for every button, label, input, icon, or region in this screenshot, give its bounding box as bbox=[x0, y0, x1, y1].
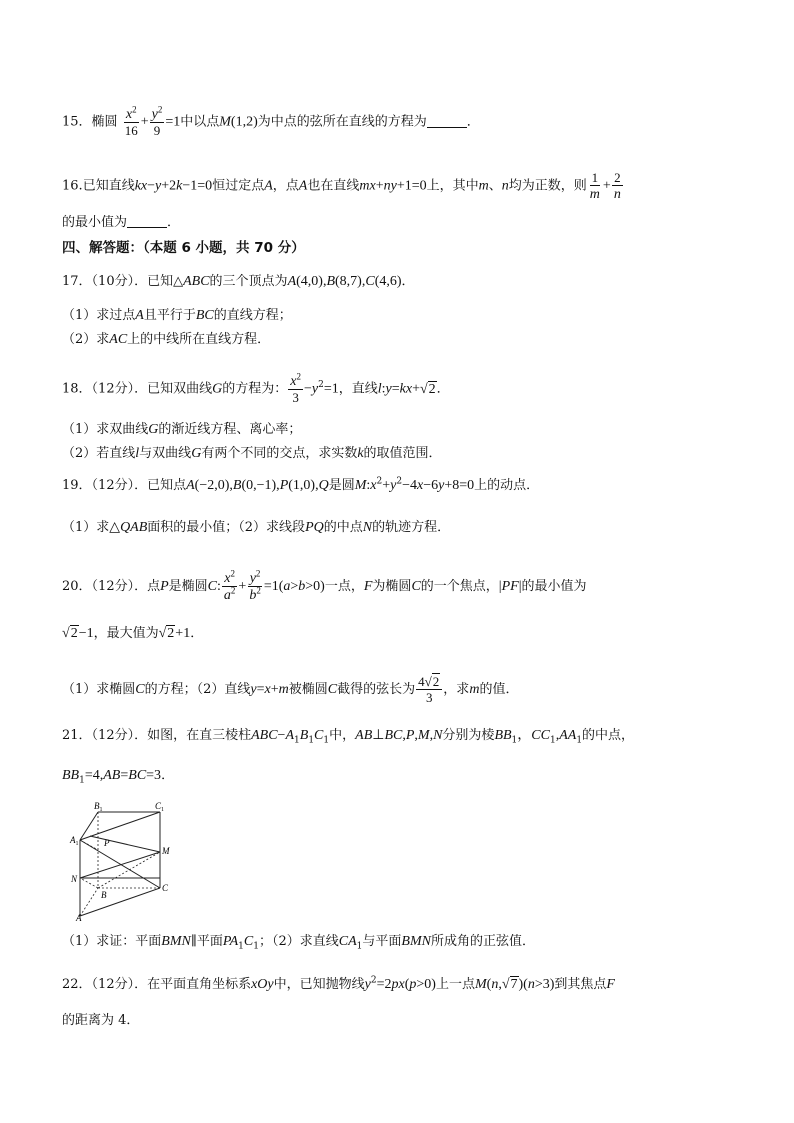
question-18: 18．（12分）．已知双曲线G的方程为： $\frac{x^2}{3}$ $-y^2=1$，直线l:y=kx+√2． bbox=[62, 371, 450, 405]
label-C: C bbox=[162, 883, 169, 893]
label-B1: $B_1$ bbox=[94, 801, 103, 813]
question-22: 22．（12分）．在平面直角坐标系xOy中，已知抛物线$y^2=2px(p>0)$上一点M(n,√7)(n>3)到其焦点F bbox=[62, 975, 615, 992]
question-21-parts: （1）求证：平面BMN∥平面$PA_1C_1$；（2）求直线$CA_1$与平面BMN所成角的正弦值． bbox=[62, 934, 535, 952]
question-17: 17．（10分）．已知△ABC的三个顶点为A(4,0),B(8,7),C(4,6)． bbox=[62, 274, 415, 289]
label-C1: $C_1$ bbox=[155, 801, 165, 813]
question-21-cont: $BB_1=4,AB=BC=3$． bbox=[62, 768, 175, 786]
question-18-part1: （1）求双曲线G的渐近线方程、离心率； bbox=[62, 422, 302, 437]
question-17-part1: （1）求过点A且平行于BC的直线方程； bbox=[62, 308, 292, 323]
answer-blank bbox=[127, 213, 167, 228]
section-heading: 四、解答题：（本题 6 小题，共 70 分） bbox=[62, 240, 305, 256]
question-20-cont: √2−1，最大值为√2+1． bbox=[62, 626, 204, 641]
question-20: 20．（12分）．点P是椭圆C: $\frac{x^2}{a^2}$ + $\frac{y^2}{b^2}$ =1(a>b>0)一点，F为椭圆C的一个焦点，|PF|的最小值为 bbox=[62, 568, 587, 603]
question-18-part2: （2）若直线l与双曲线G有两个不同的交点，求实数k的取值范围． bbox=[62, 446, 442, 461]
answer-blank bbox=[427, 113, 467, 128]
question-19-parts: （1）求△QAB面积的最小值；（2）求线段PQ的中点N的轨迹方程． bbox=[62, 520, 451, 535]
question-17-part2: （2）求AC上的中线所在直线方程． bbox=[62, 332, 271, 347]
question-16: 16.已知直线kx−y+2k−1=0恒过定点A，点A也在直线mx+ny+1=0上，其中m、n均为正数，则 $\frac{1}{m}$ + $\frac{2}{n}$ bbox=[62, 170, 621, 202]
label-N: N bbox=[71, 874, 78, 884]
label-B: B bbox=[101, 890, 107, 900]
label-M: M bbox=[162, 846, 170, 856]
prism-figure bbox=[66, 800, 176, 922]
question-15: 15．椭圆 $\frac{x^2}{16}$ + $\frac{y^2}{9}$ =1中以点M(1,2)为中点的弦所在直线的方程为 ． bbox=[62, 104, 480, 138]
question-20-parts: （1）求椭圆C的方程；（2）直线y=x+m被椭圆C截得的弦长为 $\frac{4√2}{3}$ ，求m的值． bbox=[62, 674, 519, 705]
question-21: 21．（12分）．如图，在直三棱柱$ABC-A_1B_1C_1$中，AB⊥BC,P,M,N分别为棱$BB_1$，$CC_1,AA_1$的中点， bbox=[62, 728, 635, 746]
question-19: 19．（12分）．已知点A(−2,0),B(0,−1),P(1,0),Q是圆$M:x^2+y^2-4x-6y+8=0$上的动点． bbox=[62, 476, 540, 493]
label-A1: $A_1$ bbox=[70, 835, 79, 847]
label-A: A bbox=[76, 913, 82, 922]
question-16-cont: 的最小值为 ． bbox=[62, 215, 181, 230]
question-22-cont: 的距离为 4． bbox=[62, 1013, 140, 1028]
label-P: P bbox=[104, 838, 110, 848]
